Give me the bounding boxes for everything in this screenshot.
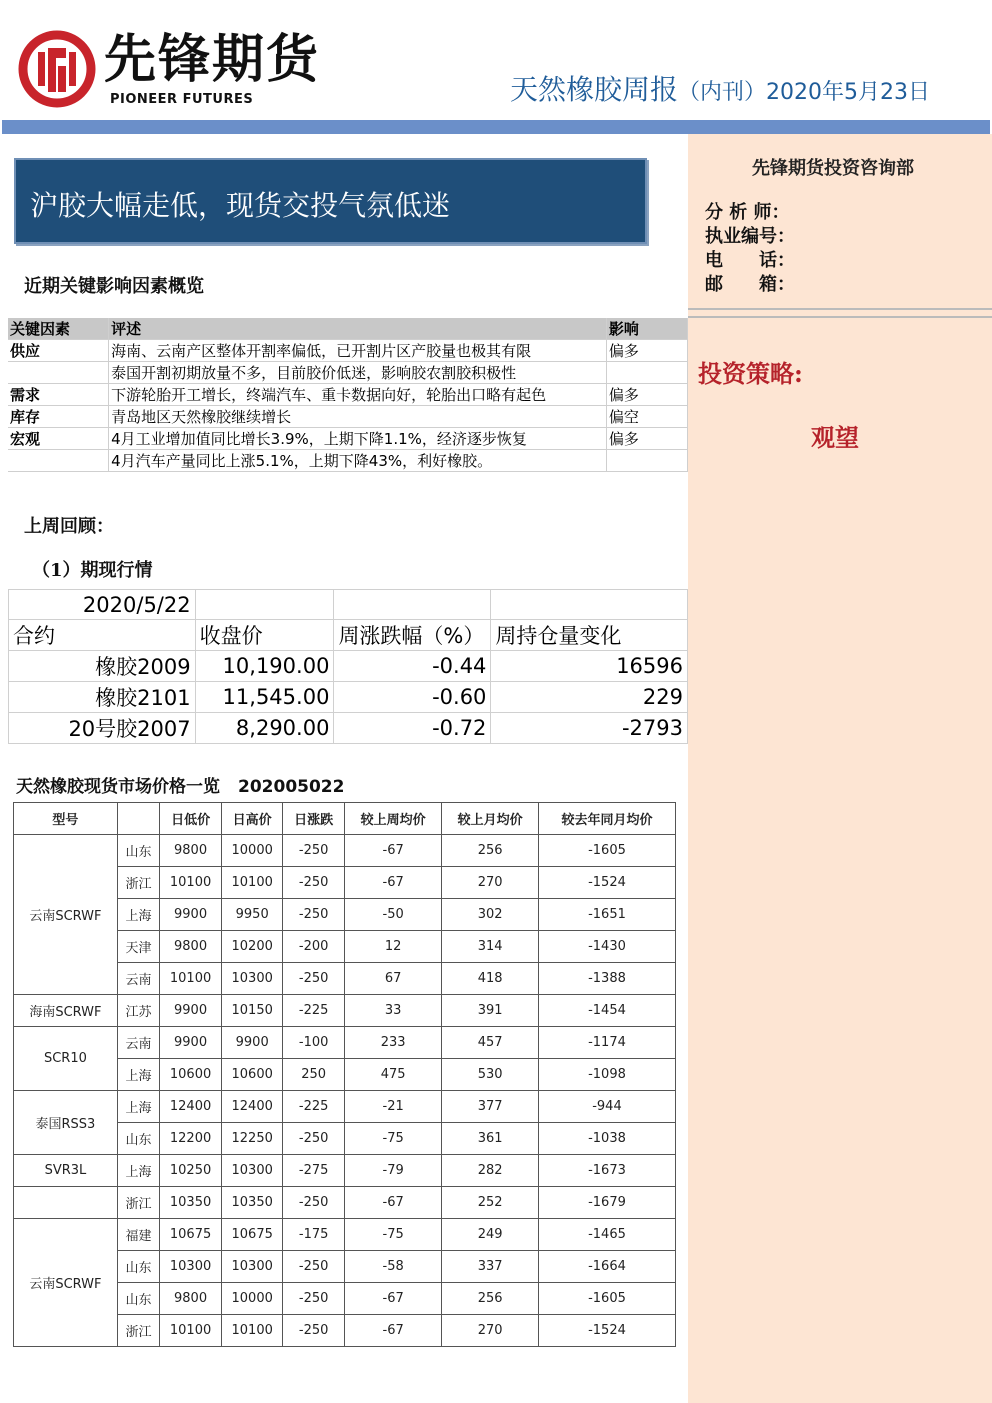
- low-price-cell: 10300: [160, 1251, 222, 1283]
- low-price-cell: 12400: [160, 1091, 222, 1123]
- daily-change-cell: -250: [283, 1315, 344, 1347]
- vs-last-month-cell: 361: [442, 1123, 539, 1155]
- header-cell: 评述: [109, 318, 607, 340]
- header-cell: 周涨跌幅（%）: [334, 620, 491, 651]
- low-price-cell: 10675: [160, 1219, 222, 1251]
- factor-key: [8, 362, 109, 384]
- weekly-change-cell: -0.72: [334, 713, 491, 744]
- table-row: [14, 1091, 676, 1123]
- spot-title-text: 天然橡胶现货市场价格一览: [16, 777, 220, 797]
- vs-last-month-cell: 270: [442, 1315, 539, 1347]
- region-cell: 山东: [117, 835, 159, 867]
- date-cell: 2020/5/22: [9, 590, 196, 620]
- region-cell: 云南: [117, 963, 159, 995]
- header-cell: 型号: [14, 803, 118, 835]
- close-price-cell: 11,545.00: [195, 682, 334, 713]
- futures-title: （1）期现行情: [32, 560, 153, 581]
- vs-last-year-cell: -1174: [538, 1027, 675, 1059]
- header-cell: 影响: [606, 318, 687, 340]
- table-header-row: [14, 803, 676, 835]
- region-cell: 浙江: [117, 1315, 159, 1347]
- region-cell: 浙江: [117, 1187, 159, 1219]
- high-price-cell: 12250: [221, 1123, 283, 1155]
- factor-impact: 偏空: [606, 406, 687, 428]
- review-title: 上周回顾：: [24, 516, 114, 537]
- header-cell: 日涨跌: [283, 803, 344, 835]
- high-price-cell: 9950: [221, 899, 283, 931]
- contract-cell: 20号胶2007: [9, 713, 196, 744]
- weekly-change-cell: -0.44: [334, 651, 491, 682]
- strategy-label: 投资策略:: [698, 359, 803, 388]
- daily-change-cell: -250: [283, 1187, 344, 1219]
- strategy-value: 观望: [811, 423, 859, 452]
- vs-last-month-cell: 252: [442, 1187, 539, 1219]
- factor-comment: 4月汽车产量同比上涨5.1%，上期下降43%，利好橡胶。: [109, 450, 607, 472]
- vs-last-year-cell: -1038: [538, 1123, 675, 1155]
- license-label: 执业编号：: [705, 226, 795, 247]
- vs-last-week-cell: -67: [344, 867, 442, 899]
- header-cell: 关键因素: [8, 318, 109, 340]
- header-cell: 合约: [9, 620, 196, 651]
- vs-last-year-cell: -1605: [538, 835, 675, 867]
- vs-last-year-cell: -1465: [538, 1219, 675, 1251]
- daily-change-cell: -175: [283, 1219, 344, 1251]
- high-price-cell: 10100: [221, 867, 283, 899]
- vs-last-week-cell: 67: [344, 963, 442, 995]
- high-price-cell: 10100: [221, 1315, 283, 1347]
- daily-change-cell: -250: [283, 835, 344, 867]
- low-price-cell: 9800: [160, 1283, 222, 1315]
- phone-label: 电 话：: [705, 250, 795, 271]
- vs-last-month-cell: 270: [442, 867, 539, 899]
- close-price-cell: 10,190.00: [195, 651, 334, 682]
- high-price-cell: 10000: [221, 835, 283, 867]
- vs-last-week-cell: -21: [344, 1091, 442, 1123]
- vs-last-week-cell: -50: [344, 899, 442, 931]
- position-change-cell: 229: [491, 682, 688, 713]
- high-price-cell: 12400: [221, 1091, 283, 1123]
- vs-last-week-cell: 233: [344, 1027, 442, 1059]
- region-cell: 上海: [117, 899, 159, 931]
- daily-change-cell: 250: [283, 1059, 344, 1091]
- region-cell: 江苏: [117, 995, 159, 1027]
- daily-change-cell: -250: [283, 1283, 344, 1315]
- vs-last-week-cell: 475: [344, 1059, 442, 1091]
- table-row: [14, 1219, 676, 1251]
- high-price-cell: 10000: [221, 1283, 283, 1315]
- low-price-cell: 9900: [160, 899, 222, 931]
- vs-last-month-cell: 302: [442, 899, 539, 931]
- factor-key: 宏观: [8, 428, 109, 450]
- table-row: [14, 1155, 676, 1187]
- table-row: [8, 340, 688, 362]
- department-name: 先锋期货投资咨询部: [752, 158, 914, 179]
- factor-impact: 偏多: [606, 384, 687, 406]
- logo-text-en: PIONEER FUTURES: [110, 92, 254, 107]
- factor-impact: [606, 450, 687, 472]
- region-cell: 福建: [117, 1219, 159, 1251]
- factor-comment: 下游轮胎开工增长，终端汽车、重卡数据向好，轮胎出口略有起色: [109, 384, 607, 406]
- factor-comment: 青岛地区天然橡胶继续增长: [109, 406, 607, 428]
- email-label: 邮 箱：: [705, 274, 795, 295]
- high-price-cell: 10350: [221, 1187, 283, 1219]
- table-row: [14, 995, 676, 1027]
- vs-last-week-cell: -67: [344, 1283, 442, 1315]
- factor-key: [8, 450, 109, 472]
- region-cell: 云南: [117, 1027, 159, 1059]
- header-cell: 日高价: [221, 803, 283, 835]
- vs-last-week-cell: -75: [344, 1123, 442, 1155]
- low-price-cell: 9900: [160, 1027, 222, 1059]
- vs-last-year-cell: -1430: [538, 931, 675, 963]
- vs-last-year-cell: -1664: [538, 1251, 675, 1283]
- table-row: [9, 682, 688, 713]
- factor-comment: 4月工业增加值同比增长3.9%，上期下降1.1%，经济逐步恢复: [109, 428, 607, 450]
- high-price-cell: 9900: [221, 1027, 283, 1059]
- high-price-cell: 10150: [221, 995, 283, 1027]
- vs-last-year-cell: -1524: [538, 867, 675, 899]
- factor-comment: 泰国开割初期放量不多，目前胶价低迷，影响胶农割胶积极性: [109, 362, 607, 384]
- vs-last-month-cell: 314: [442, 931, 539, 963]
- vs-last-year-cell: -1673: [538, 1155, 675, 1187]
- vs-last-month-cell: 249: [442, 1219, 539, 1251]
- header-cell: 周持仓量变化: [491, 620, 688, 651]
- high-price-cell: 10675: [221, 1219, 283, 1251]
- vs-last-week-cell: -67: [344, 1315, 442, 1347]
- table-row: [8, 406, 688, 428]
- vs-last-month-cell: 418: [442, 963, 539, 995]
- model-cell: 云南SCRWF: [14, 835, 118, 995]
- vs-last-month-cell: 530: [442, 1059, 539, 1091]
- contract-cell: 橡胶2101: [9, 682, 196, 713]
- vs-last-year-cell: -1098: [538, 1059, 675, 1091]
- low-price-cell: 10600: [160, 1059, 222, 1091]
- low-price-cell: 9800: [160, 931, 222, 963]
- model-cell: 海南SCRWF: [14, 995, 118, 1027]
- model-cell: SVR3L: [14, 1155, 118, 1187]
- headline-text: 沪胶大幅走低，现货交投气氛低迷: [30, 189, 451, 222]
- header-cell: 较上月均价: [442, 803, 539, 835]
- table-row: [8, 450, 688, 472]
- high-price-cell: 10300: [221, 963, 283, 995]
- high-price-cell: 10200: [221, 931, 283, 963]
- daily-change-cell: -200: [283, 931, 344, 963]
- contract-cell: 橡胶2009: [9, 651, 196, 682]
- table-row: [8, 362, 688, 384]
- high-price-cell: 10600: [221, 1059, 283, 1091]
- table-header-row: [8, 318, 688, 340]
- factor-key: 库存: [8, 406, 109, 428]
- low-price-cell: 10100: [160, 1315, 222, 1347]
- daily-change-cell: -225: [283, 995, 344, 1027]
- close-price-cell: 8,290.00: [195, 713, 334, 744]
- factor-impact: 偏多: [606, 340, 687, 362]
- region-cell: 浙江: [117, 867, 159, 899]
- daily-change-cell: -250: [283, 899, 344, 931]
- header-cell: 较上周均价: [344, 803, 442, 835]
- vs-last-year-cell: -1605: [538, 1283, 675, 1315]
- daily-change-cell: -250: [283, 867, 344, 899]
- model-cell: SCR10: [14, 1027, 118, 1091]
- header-bar: [2, 120, 990, 134]
- daily-change-cell: -250: [283, 963, 344, 995]
- model-cell: 云南SCRWF: [14, 1219, 118, 1347]
- vs-last-year-cell: -944: [538, 1091, 675, 1123]
- factor-key: 需求: [8, 384, 109, 406]
- vs-last-week-cell: -79: [344, 1155, 442, 1187]
- factors-title: 近期关键影响因素概览: [24, 276, 204, 297]
- table-row: [8, 428, 688, 450]
- futures-table: [8, 589, 688, 744]
- header-cell: [117, 803, 159, 835]
- spot-date: 202005022: [238, 777, 345, 797]
- report-date: 2020年5月23日: [766, 80, 931, 105]
- region-cell: 上海: [117, 1091, 159, 1123]
- vs-last-month-cell: 282: [442, 1155, 539, 1187]
- low-price-cell: 10350: [160, 1187, 222, 1219]
- model-cell: [14, 1187, 118, 1219]
- empty-cell: [491, 590, 688, 620]
- table-header-row: [9, 620, 688, 651]
- vs-last-month-cell: 457: [442, 1027, 539, 1059]
- vs-last-week-cell: 33: [344, 995, 442, 1027]
- region-cell: 山东: [117, 1123, 159, 1155]
- logo-text-cn: 先锋期货: [104, 29, 321, 90]
- vs-last-month-cell: 256: [442, 1283, 539, 1315]
- region-cell: 上海: [117, 1059, 159, 1091]
- spot-price-table: [13, 802, 676, 1347]
- factor-key: 供应: [8, 340, 109, 362]
- sidebar-divider: [688, 308, 992, 318]
- vs-last-month-cell: 337: [442, 1251, 539, 1283]
- weekly-change-cell: -0.60: [334, 682, 491, 713]
- analyst-label: 分 析 师：: [705, 202, 790, 223]
- daily-change-cell: -275: [283, 1155, 344, 1187]
- vs-last-month-cell: 377: [442, 1091, 539, 1123]
- vs-last-year-cell: -1679: [538, 1187, 675, 1219]
- logo-icon: [18, 28, 96, 110]
- header-cell: 收盘价: [195, 620, 334, 651]
- table-row: [14, 1027, 676, 1059]
- daily-change-cell: -250: [283, 1123, 344, 1155]
- table-row: [14, 835, 676, 867]
- high-price-cell: 10300: [221, 1155, 283, 1187]
- factor-impact: [606, 362, 687, 384]
- daily-change-cell: -250: [283, 1251, 344, 1283]
- low-price-cell: 9900: [160, 995, 222, 1027]
- empty-cell: [334, 590, 491, 620]
- position-change-cell: -2793: [491, 713, 688, 744]
- vs-last-week-cell: -58: [344, 1251, 442, 1283]
- header-cell: 日低价: [160, 803, 222, 835]
- headline-box: [14, 158, 647, 244]
- vs-last-week-cell: 12: [344, 931, 442, 963]
- table-row: [9, 651, 688, 682]
- header-cell: 较去年同月均价: [538, 803, 675, 835]
- vs-last-year-cell: -1524: [538, 1315, 675, 1347]
- report-title-main: 天然橡胶周报: [510, 73, 679, 106]
- sidebar: [688, 134, 992, 1403]
- vs-last-month-cell: 256: [442, 835, 539, 867]
- vs-last-year-cell: -1454: [538, 995, 675, 1027]
- vs-last-week-cell: -75: [344, 1219, 442, 1251]
- low-price-cell: 10250: [160, 1155, 222, 1187]
- table-row: [8, 384, 688, 406]
- report-title: [510, 70, 930, 113]
- low-price-cell: 9800: [160, 835, 222, 867]
- factors-table: [8, 318, 688, 472]
- daily-change-cell: -225: [283, 1091, 344, 1123]
- daily-change-cell: -100: [283, 1027, 344, 1059]
- empty-cell: [195, 590, 334, 620]
- region-cell: 山东: [117, 1283, 159, 1315]
- factor-impact: 偏多: [606, 428, 687, 450]
- low-price-cell: 12200: [160, 1123, 222, 1155]
- low-price-cell: 10100: [160, 963, 222, 995]
- table-row: [14, 1187, 676, 1219]
- report-title-paren: （内刊）: [678, 80, 767, 105]
- spot-title: [16, 772, 344, 797]
- region-cell: 天津: [117, 931, 159, 963]
- region-cell: 山东: [117, 1251, 159, 1283]
- low-price-cell: 10100: [160, 867, 222, 899]
- vs-last-month-cell: 391: [442, 995, 539, 1027]
- position-change-cell: 16596: [491, 651, 688, 682]
- model-cell: 泰国RSS3: [14, 1091, 118, 1155]
- vs-last-year-cell: -1651: [538, 899, 675, 931]
- table-row: [9, 590, 688, 620]
- vs-last-year-cell: -1388: [538, 963, 675, 995]
- vs-last-week-cell: -67: [344, 835, 442, 867]
- factor-comment: 海南、云南产区整体开割率偏低，已开割片区产胶量也极其有限: [109, 340, 607, 362]
- table-row: [9, 713, 688, 744]
- high-price-cell: 10300: [221, 1251, 283, 1283]
- vs-last-week-cell: -67: [344, 1187, 442, 1219]
- region-cell: 上海: [117, 1155, 159, 1187]
